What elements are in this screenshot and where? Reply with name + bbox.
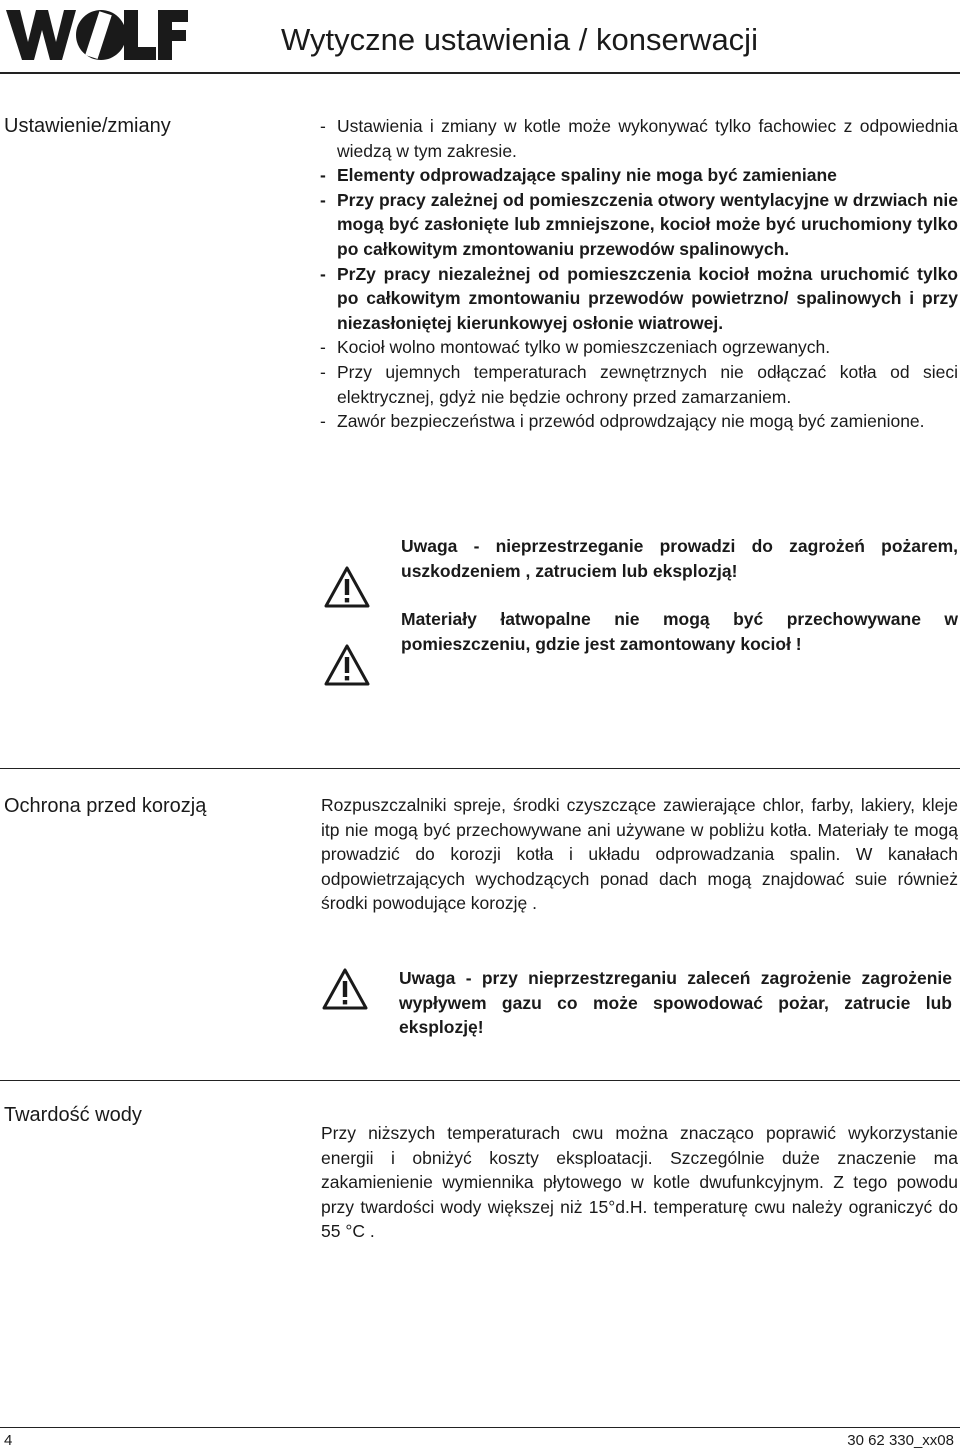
warning-triangle-icon [323, 565, 371, 609]
header-divider [0, 72, 960, 74]
section-title-corrosion: Ochrona przed korozją [4, 795, 207, 817]
wolf-logo [6, 10, 188, 60]
section-divider [0, 1080, 960, 1081]
section-divider [0, 768, 960, 769]
list-item: - Zawór bezpieczeństwa i przewód odprowdzający nie mogą być zamienione. [320, 409, 958, 434]
warning-text-hazard: Uwaga - nieprzestrzeganie prowadzi do zagrożeń pożarem, uszkodzeniem , zatruciem lub eksplozją! [401, 536, 958, 581]
warning-triangle-icon [321, 967, 369, 1011]
hardness-text: Przy niższych temperaturach cwu można znacząco poprawić wykorzystanie energii i obniżyć koszty eksploatacji. Szczególnie duże znaczenie ma zakamienienie wymiennika płytowego w kotle dwufunkcyjnym. Z tego powodu przy twardości wody większej niż 15°d.H. temperaturę cwu należy ograniczyć do 55 °C . [321, 1123, 958, 1242]
list-item: - PrZy pracy niezależnej od pomieszczenia kocioł można uruchomić tylko po całkowitym zmontowaniu przewodów powietrzno/ spalinowych i przy niezasłoniętej kierunkowyej osłonie wiatrowej. [320, 262, 958, 336]
corrosion-text: Rozpuszczalniki spreje, środki czyszczące zawierające chlor, farby, lakiery, kleje itp nie mogą być przechowywane ani używane w pobliżu kotła. Materiały te mogą prowadzić do korozji kotła i układu odprowadzania spalin. W kanałach odpowietrzających wychodzących ponad dach mogą znajdować suie również środki powodujące korozję . [321, 795, 958, 914]
list-item: - Ustawienia i zmiany w kotle może wykonywać tylko fachowiec z odpowiednia wiedzą w tym zakresie. [320, 114, 958, 163]
document-code: 30 62 330_xx08 [847, 1432, 954, 1449]
warning-text-flammable: Materiały łatwopalne nie mogą być przechowywane w pomieszczeniu, gdzie jest zamontowany kocioł ! [401, 609, 958, 654]
section-title-hardness: Twardość wody [4, 1104, 142, 1126]
warning-text-gas: Uwaga - przy nieprzestzreganiu zaleceń zagrożenie zagrożenie wypływem gazu co może spowodować pożar, zatrucie lub eksplozję! [399, 968, 952, 1038]
page-number: 4 [4, 1432, 13, 1449]
list-item: - Przy ujemnych temperaturach zewnętrznych nie odłączać kotła od sieci elektrycznej, gdyż nie będzie ochrony przed zamarzaniem. [320, 360, 958, 409]
section-title-settings: Ustawienie/zmiany [4, 115, 171, 137]
settings-list [320, 114, 958, 434]
list-item: - Kocioł wolno montować tylko w pomieszczeniach ogrzewanych. [320, 335, 958, 360]
page-title: Wytyczne ustawienia / konserwacji [281, 22, 758, 57]
footer-divider [0, 1427, 960, 1428]
list-item: - Elementy odprowadzające spaliny nie moga być zamieniane [320, 163, 958, 188]
warning-triangle-icon [323, 643, 371, 687]
list-item: - Przy pracy zależnej od pomieszczenia otwory wentylacyjne w drzwiach nie mogą być zasłonięte lub zmniejszone, kocioł może być uruchomiony tylko po całkowitym zmontowaniu przewodów spalinowych. [320, 188, 958, 262]
